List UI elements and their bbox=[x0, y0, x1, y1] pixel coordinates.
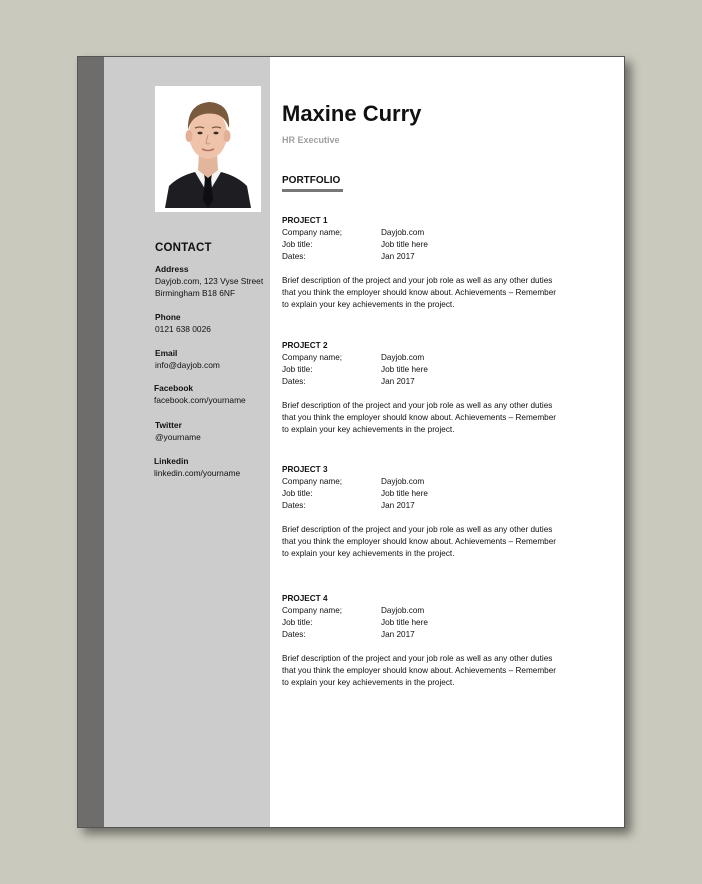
description-line: that you think the employer should know about. Achievements – Remember bbox=[282, 288, 556, 297]
facebook-value: facebook.com/yourname bbox=[154, 395, 246, 405]
project-description bbox=[282, 400, 582, 436]
phone-label: Phone bbox=[155, 312, 181, 322]
person-name: Maxine Curry bbox=[282, 101, 422, 126]
address-line-1: Dayjob.com, 123 Vyse Street bbox=[155, 276, 264, 286]
address-line-2: Birmingham B18 6NF bbox=[155, 288, 236, 298]
project-title: PROJECT 2 bbox=[282, 341, 328, 350]
contact-address bbox=[155, 263, 285, 299]
description-line: to explain your key achievements in the project. bbox=[282, 678, 455, 687]
company-label: Company name; bbox=[282, 606, 343, 615]
resume-page bbox=[77, 56, 625, 828]
linkedin-value: linkedin.com/yourname bbox=[154, 468, 241, 478]
project-title: PROJECT 3 bbox=[282, 465, 328, 474]
address-label: Address bbox=[155, 264, 189, 274]
company-value: Dayjob.com bbox=[381, 477, 425, 486]
dates-value: Jan 2017 bbox=[381, 377, 415, 386]
company-label: Company name; bbox=[282, 353, 343, 362]
company-value: Dayjob.com bbox=[381, 353, 425, 362]
job-value: Job title here bbox=[381, 618, 428, 627]
dates-label: Dates: bbox=[282, 377, 306, 386]
contact-facebook bbox=[154, 382, 284, 406]
description-line: Brief description of the project and your job role as well as any other duties bbox=[282, 401, 553, 410]
project-item bbox=[282, 340, 582, 436]
contact-phone bbox=[155, 311, 285, 335]
project-item bbox=[282, 593, 582, 689]
portfolio-underline bbox=[282, 189, 343, 192]
contact-heading: CONTACT bbox=[155, 242, 212, 254]
description-line: Brief description of the project and your job role as well as any other duties bbox=[282, 654, 553, 663]
company-value: Dayjob.com bbox=[381, 606, 425, 615]
twitter-label: Twitter bbox=[155, 420, 182, 430]
project-description bbox=[282, 524, 582, 560]
sidebar bbox=[104, 57, 270, 827]
dates-value: Jan 2017 bbox=[381, 252, 415, 261]
dates-value: Jan 2017 bbox=[381, 630, 415, 639]
description-line: that you think the employer should know about. Achievements – Remember bbox=[282, 666, 556, 675]
dates-label: Dates: bbox=[282, 501, 306, 510]
description-line: Brief description of the project and your job role as well as any other duties bbox=[282, 525, 553, 534]
project-description bbox=[282, 653, 582, 689]
portrait-image bbox=[159, 90, 257, 208]
job-label: Job title: bbox=[282, 365, 313, 374]
job-value: Job title here bbox=[381, 489, 428, 498]
company-label: Company name; bbox=[282, 228, 343, 237]
project-item bbox=[282, 464, 582, 560]
project-description bbox=[282, 275, 582, 311]
company-value: Dayjob.com bbox=[381, 228, 425, 237]
dates-label: Dates: bbox=[282, 630, 306, 639]
person-role: HR Executive bbox=[282, 135, 340, 145]
company-label: Company name; bbox=[282, 477, 343, 486]
contact-linkedin bbox=[154, 455, 284, 479]
contact-twitter bbox=[155, 419, 285, 443]
job-label: Job title: bbox=[282, 489, 313, 498]
dates-value: Jan 2017 bbox=[381, 501, 415, 510]
job-value: Job title here bbox=[381, 365, 428, 374]
project-title: PROJECT 1 bbox=[282, 216, 328, 225]
job-label: Job title: bbox=[282, 240, 313, 249]
project-title: PROJECT 4 bbox=[282, 594, 328, 603]
description-line: to explain your key achievements in the project. bbox=[282, 425, 455, 434]
description-line: to explain your key achievements in the project. bbox=[282, 300, 455, 309]
contact-email bbox=[155, 347, 285, 371]
dates-label: Dates: bbox=[282, 252, 306, 261]
main-content bbox=[282, 57, 622, 827]
description-line: that you think the employer should know about. Achievements – Remember bbox=[282, 537, 556, 546]
phone-value: 0121 638 0026 bbox=[155, 324, 211, 334]
side-stripe bbox=[78, 57, 104, 827]
description-line: Brief description of the project and your job role as well as any other duties bbox=[282, 276, 553, 285]
email-value: info@dayjob.com bbox=[155, 360, 220, 370]
portfolio-heading: PORTFOLIO bbox=[282, 175, 341, 186]
job-value: Job title here bbox=[381, 240, 428, 249]
description-line: that you think the employer should know about. Achievements – Remember bbox=[282, 413, 556, 422]
project-item bbox=[282, 215, 582, 311]
linkedin-label: Linkedin bbox=[154, 456, 189, 466]
profile-photo bbox=[155, 86, 261, 212]
description-line: to explain your key achievements in the project. bbox=[282, 549, 455, 558]
twitter-value: @yourname bbox=[155, 432, 201, 442]
email-label: Email bbox=[155, 348, 178, 358]
job-label: Job title: bbox=[282, 618, 313, 627]
facebook-label: Facebook bbox=[154, 383, 194, 393]
